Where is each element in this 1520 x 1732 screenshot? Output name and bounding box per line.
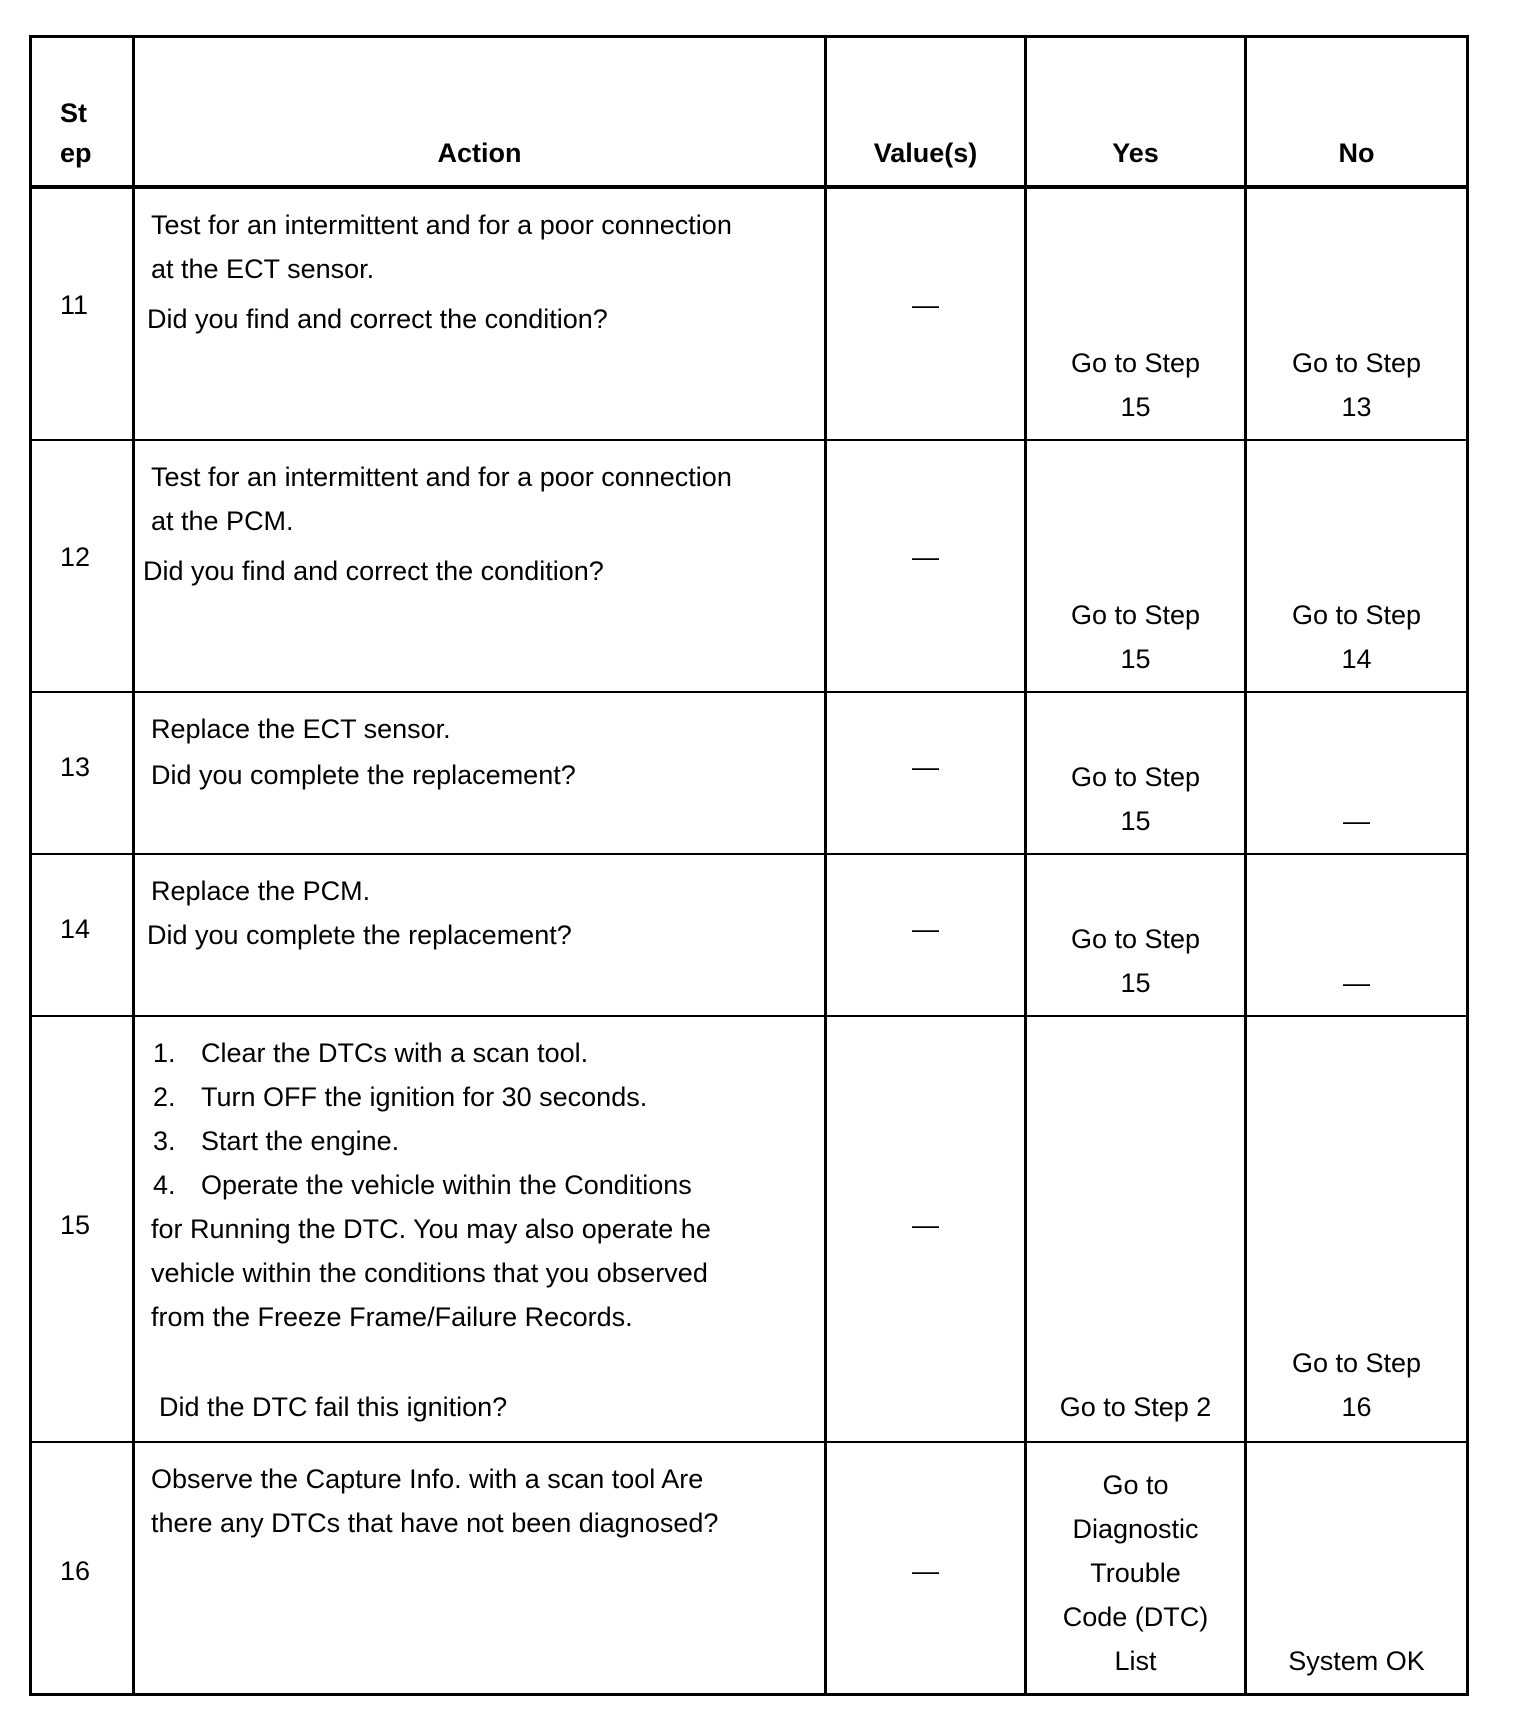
value-cell [826, 187, 1026, 440]
list-number: 1. [153, 1038, 176, 1068]
header-action [134, 37, 826, 188]
value-cell [826, 1442, 1026, 1695]
yes-cell [1026, 692, 1246, 854]
no-cell [1246, 692, 1468, 854]
no-cell [1246, 1016, 1468, 1442]
list-text: Operate the vehicle within the Conditions [201, 1170, 692, 1200]
action-line: Replace the ECT sensor. [151, 714, 451, 744]
header-no-label: No [1338, 138, 1375, 168]
table-row [31, 440, 1468, 692]
no-cell [1246, 187, 1468, 440]
action-line: Observe the Capture Info. with a scan tool Are [151, 1464, 704, 1494]
table-row [31, 692, 1468, 854]
action-cell [134, 187, 826, 440]
yes-line: 15 [1120, 392, 1151, 422]
list-number: 3. [153, 1126, 176, 1156]
yes-cell [1026, 187, 1246, 440]
header-values [826, 37, 1026, 188]
action-line: there any DTCs that have not been diagnosed? [151, 1508, 719, 1538]
list-text: Start the engine. [201, 1126, 400, 1156]
step-number: 15 [60, 1210, 91, 1240]
value-cell [826, 1016, 1026, 1442]
procedure-list [151, 1031, 808, 1207]
no-line: Go to Step [1291, 600, 1422, 630]
value-cell [826, 440, 1026, 692]
action-cell [134, 440, 826, 692]
action-line: at the PCM. [151, 506, 294, 536]
diagnostic-steps-table [29, 35, 1469, 1696]
no-line: 14 [1341, 644, 1372, 674]
yes-line: Code (DTC) [1062, 1602, 1209, 1632]
header-action-label: Action [437, 138, 522, 168]
step-number: 16 [60, 1556, 91, 1586]
value-text: — [912, 752, 939, 782]
table-row [31, 187, 1468, 440]
no-cell [1246, 1442, 1468, 1695]
yes-line: Go to [1102, 1470, 1169, 1500]
header-step-line2: ep [60, 138, 92, 168]
list-text: Turn OFF the ignition for 30 seconds. [201, 1082, 648, 1112]
table-row [31, 1016, 1468, 1442]
action-line: at the ECT sensor. [151, 254, 375, 284]
table-row [31, 854, 1468, 1016]
action-line: for Running the DTC. You may also operate he [151, 1214, 711, 1244]
action-line: from the Freeze Frame/Failure Records. [151, 1302, 633, 1332]
action-question: Did the DTC fail this ignition? [159, 1392, 508, 1422]
list-item [151, 1031, 808, 1075]
step-cell [31, 854, 134, 1016]
value-cell [826, 692, 1026, 854]
yes-cell [1026, 440, 1246, 692]
no-cell [1246, 440, 1468, 692]
header-row [31, 37, 1468, 188]
no-line: System OK [1288, 1646, 1425, 1676]
yes-cell [1026, 1016, 1246, 1442]
header-no [1246, 37, 1468, 188]
list-number: 2. [153, 1082, 176, 1112]
header-yes [1026, 37, 1246, 188]
value-text: — [912, 914, 939, 944]
no-line: Go to Step [1291, 1348, 1422, 1378]
list-item [151, 1075, 808, 1119]
yes-line: Go to Step [1070, 762, 1201, 792]
no-line: — [1343, 968, 1370, 998]
action-line: Replace the PCM. [151, 876, 371, 906]
step-cell [31, 440, 134, 692]
yes-line: Diagnostic [1072, 1514, 1199, 1544]
header-values-label: Value(s) [873, 138, 978, 168]
value-text: — [912, 542, 939, 572]
action-line: vehicle within the conditions that you observed [151, 1258, 708, 1288]
yes-line: Go to Step [1070, 600, 1201, 630]
action-cell [134, 1016, 826, 1442]
yes-line: Go to Step 2 [1059, 1392, 1212, 1422]
value-text: — [912, 290, 939, 320]
yes-line: 15 [1120, 806, 1151, 836]
action-question: Did you find and correct the condition? [147, 304, 608, 334]
no-line: 16 [1341, 1392, 1372, 1422]
step-number: 11 [60, 290, 89, 320]
value-cell [826, 854, 1026, 1016]
value-text: — [912, 1556, 939, 1586]
yes-line: Go to Step [1070, 348, 1201, 378]
step-cell [31, 187, 134, 440]
action-cell [134, 854, 826, 1016]
action-question: Did you complete the replacement? [151, 760, 576, 790]
no-cell [1246, 854, 1468, 1016]
list-text: Clear the DTCs with a scan tool. [201, 1038, 589, 1068]
action-cell [134, 692, 826, 854]
header-yes-label: Yes [1112, 138, 1159, 168]
step-number: 13 [60, 752, 91, 782]
header-step-line1: St [60, 98, 87, 128]
table-row [31, 1442, 1468, 1695]
yes-line: 15 [1120, 644, 1151, 674]
yes-line: Trouble [1090, 1558, 1181, 1588]
step-number: 14 [60, 914, 91, 944]
list-item [151, 1119, 808, 1163]
list-number: 4. [153, 1170, 176, 1200]
yes-line: 15 [1120, 968, 1151, 998]
value-text: — [912, 1210, 939, 1240]
step-cell [31, 1016, 134, 1442]
step-cell [31, 1442, 134, 1695]
no-line: 13 [1341, 392, 1372, 422]
step-cell [31, 692, 134, 854]
no-line: Go to Step [1291, 348, 1422, 378]
yes-cell [1026, 1442, 1246, 1695]
step-number: 12 [60, 542, 91, 572]
action-question: Did you find and correct the condition? [143, 556, 604, 586]
yes-line: Go to Step [1070, 924, 1201, 954]
action-cell [134, 1442, 826, 1695]
no-line: — [1343, 806, 1370, 836]
header-step [31, 37, 134, 188]
yes-line: List [1114, 1646, 1157, 1676]
list-item [151, 1163, 808, 1207]
action-line: Test for an intermittent and for a poor connection [151, 210, 732, 240]
action-question: Did you complete the replacement? [147, 920, 572, 950]
action-line: Test for an intermittent and for a poor connection [151, 462, 732, 492]
yes-cell [1026, 854, 1246, 1016]
